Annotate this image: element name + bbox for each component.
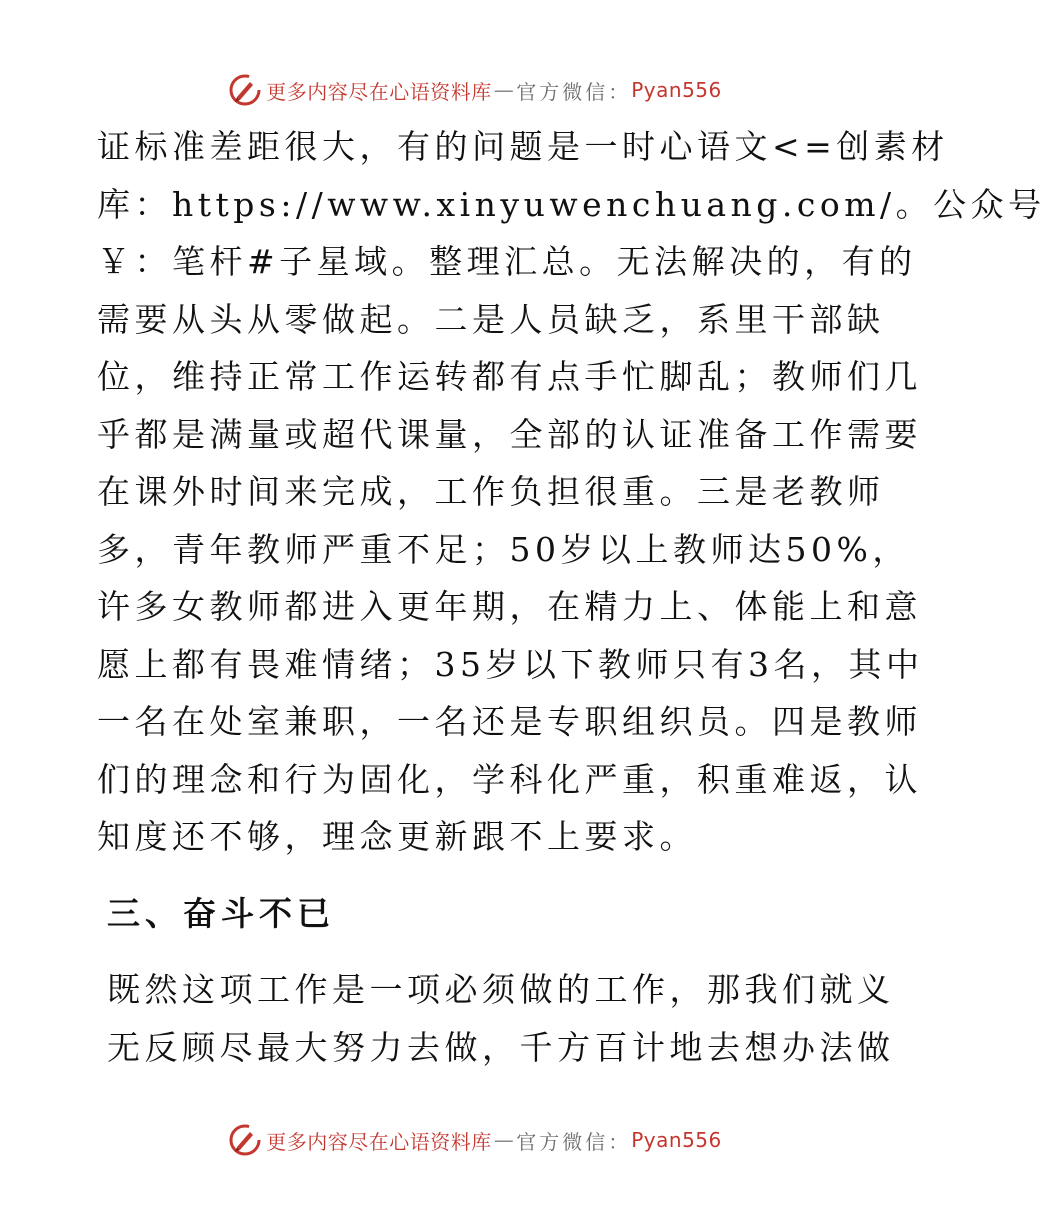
paragraph-2 <box>97 961 895 1076</box>
text-line: 乎都是满量或超代课量，全部的认证准备工作需要 <box>97 414 922 454</box>
pen-logo-icon <box>228 1123 262 1157</box>
text-line: 既然这项工作是一项必须做的工作，那我们就义 <box>107 970 895 1009</box>
banner-site-text: 更多内容尽在心语资料库 <box>266 1129 492 1154</box>
text-line: 许多女教师都进入更年期，在精力上、体能上和意 <box>97 587 922 626</box>
text-line: 一名在处室兼职，一名还是专职组织员。四是教师 <box>97 702 922 741</box>
banner-dash: — <box>493 78 515 102</box>
text-line: 库：https://www.xinyuwenchuang.com/。公众号 <box>97 184 1046 224</box>
banner-wechat-label: 官方微信： <box>516 1129 632 1154</box>
text-line: 们的理念和行为固化，学科化严重，积重难返，认 <box>97 759 922 799</box>
text-line: 位，维持正常工作运转都有点手忙脚乱；教师们几 <box>97 357 922 396</box>
text-line: 无反顾尽最大努力去做，千方百计地去想办法做 <box>107 1027 895 1067</box>
banner-site-text: 更多内容尽在心语资料库 <box>266 79 492 104</box>
text-line: 愿上都有畏难情绪；35岁以下教师只有3名，其中 <box>97 644 924 684</box>
text-line: 在课外时间来完成，工作负担很重。三是老教师 <box>97 472 885 511</box>
paragraph-1 <box>97 118 1046 866</box>
banner-wechat-label: 官方微信： <box>516 79 632 104</box>
footer-watermark-banner <box>0 1120 950 1160</box>
banner-dash: — <box>493 1128 515 1152</box>
text-line: 证标准差距很大，有的问题是一时心语文<=创素材 <box>97 127 949 166</box>
pen-logo-icon <box>228 73 262 107</box>
header-watermark-banner <box>0 70 950 110</box>
banner-wechat-id: Pyan556 <box>631 78 722 102</box>
document-body <box>97 118 1046 1076</box>
text-line: ￥：笔杆#子星域。整理汇总。无法解决的，有的 <box>97 242 917 281</box>
banner-wechat-id: Pyan556 <box>631 1128 722 1152</box>
section-heading: 三、奋斗不已 <box>107 893 335 933</box>
text-line: 知度还不够，理念更新跟不上要求。 <box>97 817 697 856</box>
text-line: 需要从头从零做起。二是人员缺乏，系里干部缺 <box>97 299 885 339</box>
text-line: 多，青年教师严重不足；50岁以上教师达50%， <box>97 529 910 569</box>
